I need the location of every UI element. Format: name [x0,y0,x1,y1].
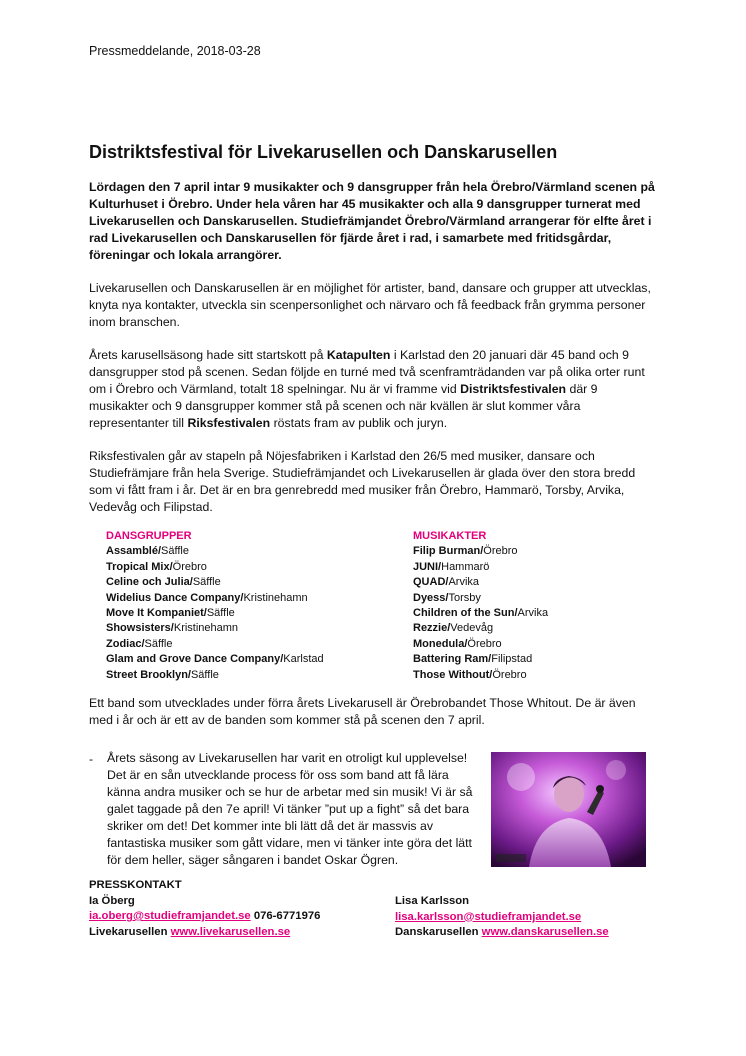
contact-name: Lisa Karlsson [395,895,470,907]
list-item: Filip Burman/Örebro [413,545,518,558]
list-item: Street Brooklyn/Säffle [106,668,219,681]
band-quote: Årets säsong av Livekarusellen har varit en otroligt kul upplevelse! Det är en sån utvecklande process för oss som band att få lära känna andra musiker och se hur de arbetar med sin musik! Vi är så galet taggade på den 7e april! Vi tänker ”put up a fight” så det bara skriker om det! Det kommer inte bli lätt då det är massvis av fantastiska musiker som gått vidare, men vi tänker inte göra det lätt för dem heller, säger sångaren i bandet Oskar Ögren. [107,751,473,867]
list-item: QUAD/Arvika [413,576,480,589]
season-text-3: där 9 musikakter och 9 dansgrupper kommer stå på scenen och när kvällen är slut kommer våra representanter till [89,382,598,430]
singer-photo-icon [491,752,646,867]
list-item: Rezzie/Vedevåg [413,622,494,635]
contact-web-row: Livekarusellen www.livekarusellen.se [89,925,291,938]
riksfestivalen-bold: Riksfestivalen [187,416,271,430]
singer-photo [491,752,646,867]
danskarusellen-link[interactable]: www.danskarusellen.se [481,926,609,939]
list-item: Assamblé/Säffle [106,545,189,558]
distriktsfestivalen-bold: Distriktsfestivalen [460,382,567,396]
contact-name: Ia Öberg [89,894,135,907]
list-item: Move It Kompaniet/Säffle [106,607,235,620]
dance-groups-heading: DANSGRUPPER [106,530,192,542]
lead-paragraph: Lördagen den 7 april intar 9 musikakter och 9 dansgrupper från hela Örebro/Värmland scenen på Kulturhuset i Örebro. Under hela våren har 45 musikakter och alla 9 dansgrupper turnerat med Livekarusellen och Danskarusellen. Studiefrämjandet Örebro/Värmland arrangerar för elfte året i rad Livekarusellen och Danskarusellen för fjärde året i rad, i samarbete med fritidsgårdar, föreningar och lokala arrangörer. [89,180,655,262]
page-title: Distriktsfestival för Livekarusellen och Danskarusellen [89,142,558,162]
season-text-2: i Karlstad den 20 januari där 45 band och 9 dansgrupper stod på scenen. Sedan följde en turné med två scenframträdanden var på olika orter runt om i Örebro och Värmland, totalt 18 spelningar. Nu är vi framme vid [89,348,645,396]
season-text-1: Årets karusellsäsong hade sitt startskott på [89,348,327,362]
contact-email-link[interactable]: ia.oberg@studieframjandet.se [89,910,251,923]
press-contact-heading: PRESSKONTAKT [89,879,182,891]
contact-phone: 076-6771976 [250,910,321,923]
contact-email-row [395,910,609,926]
list-item: Glam and Grove Dance Company/Karlstad [106,653,324,666]
season-paragraph [89,347,659,432]
press-release-date: Pressmeddelande, 2018-03-28 [89,44,261,58]
list-item: Monedula/Örebro [413,637,502,650]
list-item: Dyess/Torsby [413,591,481,604]
riksfestival-paragraph: Riksfestivalen går av stapeln på Nöjesfabriken i Karlstad den 26/5 med musiker, dansare och Studiefrämjare från hela Sverige. Studiefrämjandet och Livekarusellen är glada över den stora bredd som vi fått fram i år. Det är en bra genrebredd med musiker från Örebro, Hammarö, Torsby, Arvika, Vedevåg och Filipstad. [89,449,636,514]
katapulten-bold: Katapulten [326,348,391,362]
list-item: Children of the Sun/Arvika [413,607,549,620]
list-item: JUNI/Hammarö [413,560,490,573]
dance-groups-list [106,529,324,683]
quote-dash: - [89,752,94,766]
press-contact-left [89,878,320,940]
music-acts-list [413,529,548,683]
list-item: Showsisters/Kristinehamn [106,622,239,635]
list-item: Celine och Julia/Säffle [106,576,221,589]
intro-paragraph: Livekarusellen och Danskarusellen är en möjlighet för artister, band, dansare och grupper att utvecklas, knyta nya kontakter, utveckla sin scenpersonlighet och närvaro och få feedback från grymma personer inom branschen. [89,281,651,329]
list-item: Tropical Mix/Örebro [106,560,207,573]
list-item: Those Without/Örebro [413,668,527,681]
livekarusellen-link[interactable]: www.livekarusellen.se [170,925,291,938]
list-item: Widelius Dance Company/Kristinehamn [106,591,308,604]
contact-web-row: Danskarusellen www.danskarusellen.se [395,926,609,939]
contact-email-row [89,909,320,925]
season-text-4: röstats fram av publik och juryn. [270,416,448,430]
list-item: Battering Ram/Filipstad [413,653,533,666]
contact-email-link[interactable]: lisa.karlsson@studieframjandet.se [395,910,582,923]
press-contact-right [395,894,609,941]
music-acts-heading: MUSIKAKTER [413,530,487,542]
band-paragraph: Ett band som utvecklades under förra årets Livekarusell är Örebrobandet Those Whitout. De är även med i år och är ett av de banden som kommer stå på scenen den 7 april. [89,696,636,727]
list-item: Zodiac/Säffle [106,637,173,650]
